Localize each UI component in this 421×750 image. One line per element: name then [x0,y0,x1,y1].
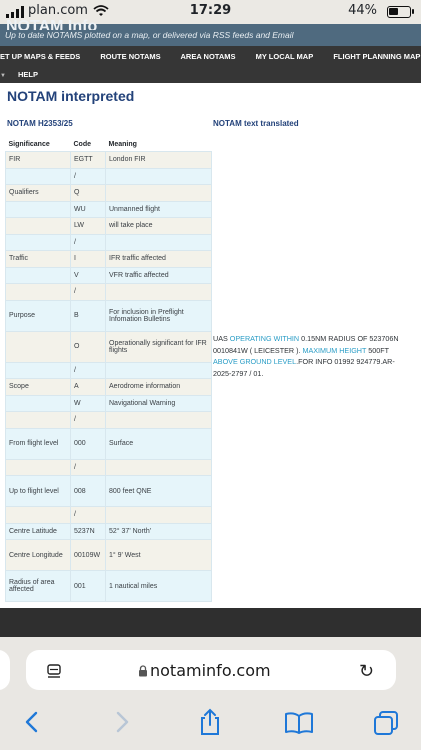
site-header [0,18,421,46]
url-text[interactable]: notaminfo.com [150,661,271,680]
table-row [6,459,212,476]
cell-code: 008 [71,476,106,507]
cell-code: WU [71,201,106,218]
translation-text: .FOR INFO 01992 924779.AR-2025-2797 / 01. [213,357,395,378]
cell-code: A [71,379,106,396]
previous-tab-peek[interactable] [0,650,10,690]
table-row [6,379,212,396]
cell-meaning: IFR traffic affected [106,251,212,268]
cell-meaning [106,412,212,429]
cell-code: 000 [71,428,106,459]
table-row [6,507,212,524]
translation-highlight: MAXIMUM HEIGHT [302,345,367,355]
header-code: Code [73,141,91,148]
table-row [6,540,212,571]
notam-translation [213,333,413,379]
format-icon[interactable] [46,664,62,680]
cell-meaning [106,362,212,379]
cell-code: O [71,331,106,362]
table-row [6,331,212,362]
cell-meaning: Aerodrome information [106,379,212,396]
table-row [6,284,212,301]
cell-significance: Purpose [6,300,71,331]
cell-significance: Centre Latitude [6,523,71,540]
cell-meaning: 52° 37' North' [106,523,212,540]
notam-id: NOTAM H2353/25 [7,119,73,128]
translation-text: 0.15NM RADIUS OF 523706N 0010841W ( LEICESTER ). [213,334,399,355]
table-row [6,201,212,218]
cell-significance [6,362,71,379]
share-icon[interactable] [198,708,222,736]
cell-meaning: 1° 9' West [106,540,212,571]
table-row [6,300,212,331]
lock-icon [138,665,148,677]
cell-code: I [71,251,106,268]
cell-significance: Up to flight level [6,476,71,507]
translation-text: UAS [213,334,230,343]
tabs-icon[interactable] [373,710,399,736]
reload-icon[interactable]: ↻ [359,661,375,681]
forward-icon[interactable] [114,710,130,734]
table-row [6,168,212,185]
page-footer-band [0,608,421,637]
cell-meaning [106,284,212,301]
cell-significance [6,168,71,185]
cell-code: 00109W [71,540,106,571]
cell-code: EGTT [71,152,106,169]
site-tagline: Up to date NOTAMS plotted on a map, or delivered via RSS feeds and Email [5,30,294,40]
table-row [6,218,212,235]
table-row [6,428,212,459]
cell-meaning [106,234,212,251]
battery-icon [387,6,411,18]
table-row [6,395,212,412]
cell-meaning: VFR traffic affected [106,267,212,284]
table-header-row [6,138,212,152]
cell-code: / [71,168,106,185]
table-row [6,476,212,507]
table-row [6,571,212,602]
cell-meaning: London FIR [106,152,212,169]
cell-code: 5237N [71,523,106,540]
cell-meaning: Unmanned flight [106,201,212,218]
translation-text: 500FT [366,345,389,355]
table-row [6,152,212,169]
nav-row-2 [0,70,38,79]
battery-nub [412,9,414,14]
nav-help[interactable]: HELP [17,70,38,79]
table-row [6,523,212,540]
cell-significance [6,395,71,412]
cell-code: 001 [71,571,106,602]
cell-code: / [71,234,106,251]
carrier-label: plan.com [28,3,88,18]
table-row [6,234,212,251]
table-row [6,412,212,429]
cell-meaning: 1 nautical miles [106,571,212,602]
cell-meaning: For inclusion in Preflight Infomation Bulletins [106,300,212,331]
cell-code: Q [71,185,106,202]
cell-significance [6,331,71,362]
cell-significance [6,459,71,476]
cell-significance [6,412,71,429]
cell-significance [6,218,71,235]
table-row [6,267,212,284]
cell-meaning [106,185,212,202]
nav-setup-maps-feeds[interactable]: ET UP MAPS & FEEDS [0,52,81,61]
cell-meaning: will take place [106,218,212,235]
nav-my-local-map[interactable]: MY LOCAL MAP [255,52,314,61]
clock: 17:29 [189,3,232,18]
bookmarks-icon[interactable] [284,712,314,734]
cell-significance: Radius of area affected [6,571,71,602]
cell-significance: FIR [6,152,71,169]
browser-toolbar [0,637,421,750]
translation-highlight: ABOVE GROUND LEVEL [213,357,297,366]
cell-significance [6,284,71,301]
table-row [6,251,212,268]
cell-code: / [71,362,106,379]
cell-code: B [71,300,106,331]
nav-row [0,52,421,61]
header-meaning: Meaning [108,141,137,148]
cell-code: / [71,507,106,524]
cell-code: V [71,267,106,284]
cell-meaning [106,459,212,476]
cell-code: / [71,459,106,476]
nav-flight-planning-map[interactable]: FLIGHT PLANNING MAP [333,52,421,61]
header-significance: Significance [8,141,50,148]
cell-code: LW [71,218,106,235]
cell-significance [6,507,71,524]
cell-significance: Qualifiers [6,185,71,202]
site-title[interactable]: NOTAM Info [6,18,98,30]
cell-code: / [71,284,106,301]
cell-significance [6,267,71,284]
nav-route-notams[interactable]: ROUTE NOTAMS [100,52,161,61]
cell-meaning [106,507,212,524]
cell-significance: From flight level [6,428,71,459]
cell-meaning: 800 feet QNE [106,476,212,507]
table-row [6,362,212,379]
cell-significance [6,201,71,218]
battery-percent: 44% [348,3,377,18]
nav-area-notams[interactable]: AREA NOTAMS [180,52,236,61]
cell-meaning: Surface [106,428,212,459]
cell-significance [6,234,71,251]
cell-meaning: Operationally significant for IFR flights [106,331,212,362]
caret-icon: ▼ [0,73,6,79]
notam-table [5,138,212,602]
cell-meaning [106,168,212,185]
page-title: NOTAM interpreted [7,88,135,104]
translation-highlight: OPERATING WITHIN [229,334,300,343]
cell-code: / [71,412,106,429]
cell-significance: Scope [6,379,71,396]
translated-heading: NOTAM text translated [213,119,299,128]
main-nav [0,46,421,83]
cell-code: W [71,395,106,412]
cell-significance: Centre Longitude [6,540,71,571]
cell-significance: Traffic [6,251,71,268]
cell-meaning: Navigational Warning [106,395,212,412]
back-icon[interactable] [24,710,40,734]
table-row [6,185,212,202]
